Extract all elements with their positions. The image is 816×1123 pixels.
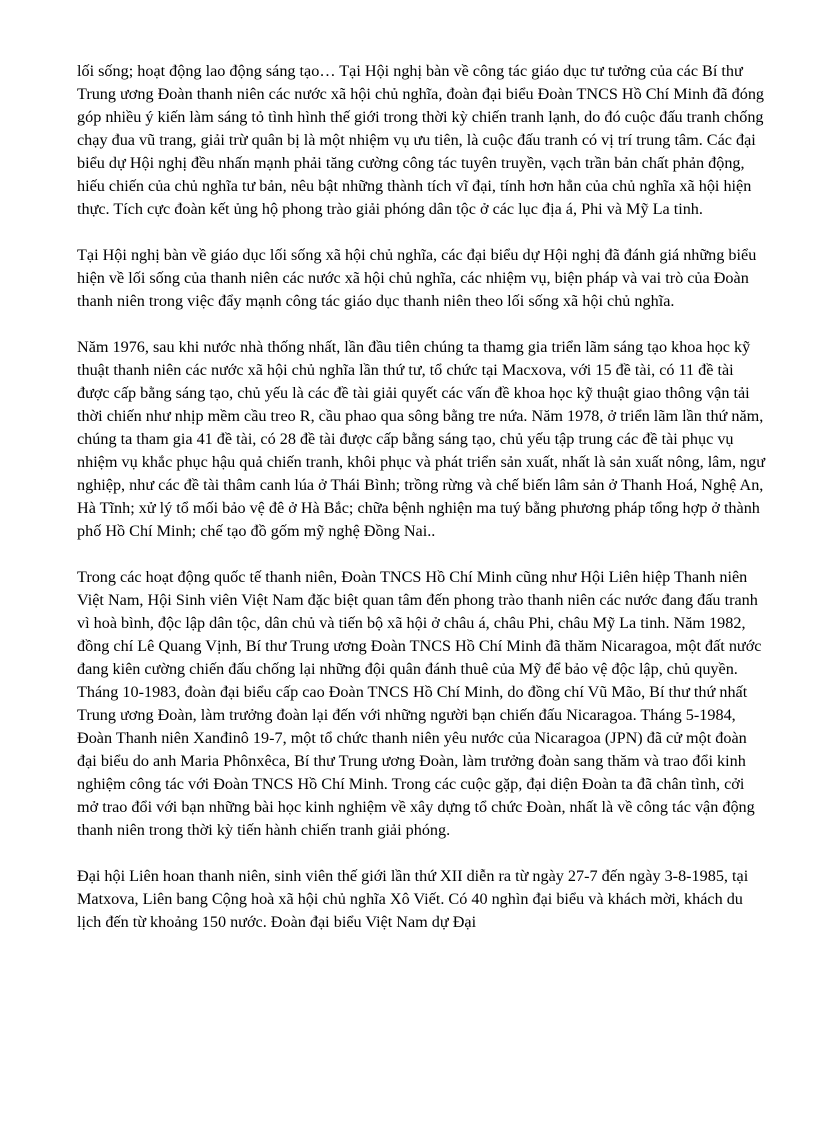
paragraph-international-activities: Trong các hoạt động quốc tế thanh niên, Đoàn TNCS Hồ Chí Minh cũng như Hội Liên hiệp Thanh niên Việt Nam, Hội Sinh viên Việt Nam đặc biệt quan tâm đến phong trào thanh niên các nước đang đấu tranh vì hoà bình, độc lập dân tộc, dân chủ và tiến bộ xã hội ở châu á, châu Phi, châu Mỹ La tinh. Năm 1982, đồng chí Lê Quang Vịnh, Bí thư Trung ương Đoàn TNCS Hồ Chí Minh đã thăm Nicaragoa, một đất nước đang kiên cường chiến đấu chống lại những đội quân đánh thuê của Mỹ để bảo vệ độc lập, chủ quyền. Tháng 10-1983, đoàn đại biểu cấp cao Đoàn TNCS Hồ Chí Minh, do đồng chí Vũ Mão, Bí thư thứ nhất Trung ương Đoàn, làm trưởng đoàn lại đến với những người bạn chiến đấu Nicaragoa. Tháng 5-1984, Đoàn Thanh niên Xanđinô 19-7, một tổ chức thanh niên yêu nước của Nicaragoa (JPN) đã cử một đoàn đại biểu do anh Maria Phônxêca, Bí thư Trung ương Đoàn, làm trưởng đoàn sang thăm và trao đổi kinh nghiệm công tác với Đoàn TNCS Hồ Chí Minh. Trong các cuộc gặp, đại diện Đoàn ta đã chân tình, cởi mở trao đổi với bạn những bài học kinh nghiệm về xây dựng tổ chức Đoàn, nhất là về công tác vận động thanh niên trong thời kỳ tiến hành chiến tranh giải phóng. [77, 568, 762, 839]
document-page [77, 60, 767, 934]
paragraph-science-exhibition: Năm 1976, sau khi nước nhà thống nhất, lần đầu tiên chúng ta thamg gia triển lãm sáng tạo khoa học kỹ thuật thanh niên các nước xã hội chủ nghĩa lần thứ tư, tổ chức tại Macxova, với 15 đề tài, có 11 đề tài được cấp bằng sáng tạo, chủ yếu là các đề tài giải quyết các vấn đề khoa học kỹ thuật giao thông vận tải thời chiến như nhịp mềm cầu treo R, cầu phao qua sông bằng tre nứa. Năm 1978, ở triển lãm lần thứ năm, chúng ta tham gia 41 đề tài, có 28 đề tài được cấp bằng sáng tạo, chủ yếu tập trung các đề tài phục vụ nhiệm vụ khắc phục hậu quả chiến tranh, khôi phục và phát triển sản xuất, nhất là sản xuất nông, lâm, ngư nghiệp, như các đề tài thâm canh lúa ở Thái Bình; trồng rừng và chế biến lâm sản ở Thanh Hoá, Nghệ An, Hà Tĩnh; xử lý tổ mối bảo vệ đê ở Hà Bắc; chữa bệnh nghiện ma tuý bằng phương pháp tổng hợp ở thành phố Hồ Chí Minh; chế tạo đồ gốm mỹ nghệ Đồng Nai.. [77, 338, 766, 540]
paragraph-conference-ideology: lối sống; hoạt động lao động sáng tạo… Tại Hội nghị bàn về công tác giáo dục tư tưởng của các Bí thư Trung ương Đoàn thanh niên các nước xã hội chủ nghĩa, đoàn đại biểu Đoàn TNCS Hồ Chí Minh đã đóng góp nhiều ý kiến làm sáng tỏ tình hình thế giới trong thời kỳ chiến tranh lạnh, do đó cuộc đấu tranh chống chạy đua vũ trang, giải trừ quân bị là một nhiệm vụ ưu tiên, là cuộc đấu tranh có vị trí trung tâm. Các đại biểu dự Hội nghị đều nhấn mạnh phải tăng cường công tác tuyên truyền, vạch trần bản chất phản động, hiếu chiến của chủ nghĩa tư bản, nêu bật những thành tích vĩ đại, tính hơn hẳn của chủ nghĩa xã hội hiện thực. Tích cực đoàn kết ủng hộ phong trào giải phóng dân tộc ở các lục địa á, Phi và Mỹ La tinh. [77, 62, 765, 218]
paragraph-socialist-lifestyle: Tại Hội nghị bàn về giáo dục lối sống xã hội chủ nghĩa, các đại biểu dự Hội nghị đã đánh giá những biểu hiện về lối sống của thanh niên các nước xã hội chủ nghĩa, các nhiệm vụ, biện pháp và vai trò của Đoàn thanh niên trong việc đẩy mạnh công tác giáo dục thanh niên theo lối sống xã hội chủ nghĩa. [77, 246, 757, 310]
paragraph-youth-festival: Đại hội Liên hoan thanh niên, sinh viên thế giới lần thứ XII diễn ra từ ngày 27-7 đến ngày 3-8-1985, tại Matxova, Liên bang Cộng hoà xã hội chủ nghĩa Xô Viết. Có 40 nghìn đại biểu và khách mời, khách du lịch đến từ khoảng 150 nước. Đoàn đại biểu Việt Nam dự Đại [77, 867, 749, 931]
